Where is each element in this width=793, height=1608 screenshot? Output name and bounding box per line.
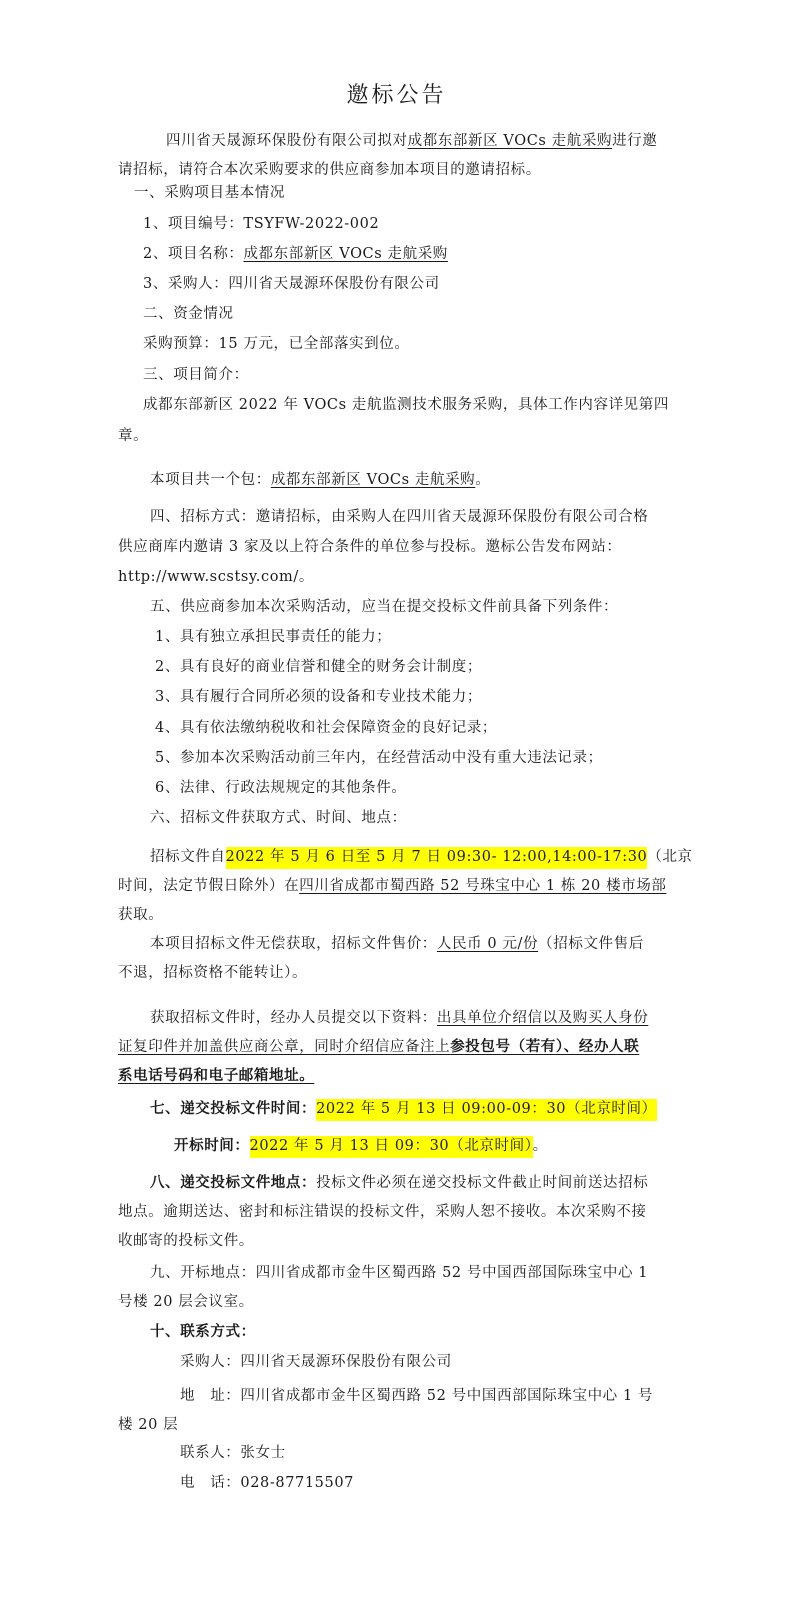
- package-label: 本项目共一个包：: [150, 472, 271, 488]
- contact-phone: 电 话：028-87715507: [180, 1475, 354, 1491]
- section-4-website: http://www.scstsy.com/。: [118, 569, 314, 585]
- doc-fee-suffix: （招标文件售后: [538, 936, 644, 952]
- doc-materials-bold: 参投包号（若有）、经办人联: [450, 1038, 640, 1055]
- project-desc-line-1: 成都东部新区 2022 年 VOCs 走航监测技术服务采购，具体工作内容详见第四: [143, 397, 669, 413]
- doc-place-address: 四川省成都市蜀西路 52 号珠宝中心 1 栋 20 楼市场部: [299, 878, 667, 894]
- section-8-text: 投标文件必须在递交投标文件截止时间前送达招标: [316, 1175, 649, 1191]
- section-8-line-3: 收邮寄的投标文件。: [118, 1233, 254, 1249]
- package-end: 。: [475, 472, 491, 488]
- condition-item-3: 3、具有履行合同所必须的设备和专业技术能力；: [155, 689, 482, 705]
- intro-line-1: [166, 131, 657, 151]
- section-4-line-1: 四、招标方式：邀请招标，由采购人在四川省天晟源环保股份有限公司合格: [150, 509, 649, 525]
- doc-fee-line-1: [150, 934, 644, 954]
- contact-purchaser: 采购人：四川省天晟源环保股份有限公司: [180, 1354, 452, 1370]
- section-6-heading: 六、招标文件获取方式、时间、地点：: [150, 810, 407, 826]
- bid-submit-time-label: 七、递交投标文件时间：: [150, 1100, 317, 1117]
- section-3-heading: 三、项目简介：: [143, 367, 249, 383]
- purchaser-line: 3、采购人：四川省天晟源环保股份有限公司: [143, 276, 440, 292]
- doc-materials-line-1: [150, 1008, 648, 1028]
- section-9-line-1: 九、开标地点：四川省成都市金牛区蜀西路 52 号中国西部国际珠宝中心 1: [150, 1265, 649, 1281]
- section-4-line-2: 供应商库内邀请 3 家及以上符合条件的单位参与投标。邀标公告发布网站：: [118, 539, 622, 555]
- doc-time-suffix: （北京: [647, 849, 693, 865]
- intro-line-2: 请招标，请符合本次采购要求的供应商参加本项目的邀请招标。: [118, 162, 541, 178]
- doc-fee-line-2: 不退，招标资格不能转让）。: [118, 965, 308, 981]
- project-desc-line-2: 章。: [118, 428, 149, 444]
- project-number: 1、项目编号：TSYFW-2022-002: [143, 216, 380, 232]
- section-8-line-2: 地点。逾期送达、密封和标注错误的投标文件，采购人恕不接收。本次采购不接: [118, 1204, 647, 1220]
- intro-project-name: 成都东部新区 VOCs 走航采购: [407, 133, 613, 149]
- contact-address-line-1: 地 址：四川省成都市金牛区蜀西路 52 号中国西部国际珠宝中心 1 号: [180, 1388, 654, 1404]
- doc-fee-prefix: 本项目招标文件无偿获取，招标文件售价：: [150, 936, 437, 952]
- intro-text-a: 四川省天晟源环保股份有限公司拟对: [166, 133, 408, 149]
- bid-submit-time-line: [150, 1099, 657, 1119]
- condition-item-2: 2、具有良好的商业信誉和健全的财务会计制度；: [155, 659, 482, 675]
- doc-time-highlight: 2022 年 5 月 6 日至 5 月 7 日 09:30- 12:00,14:00-17:30: [226, 847, 648, 869]
- condition-item-4: 4、具有依法缴纳税收和社会保障资金的良好记录；: [155, 720, 498, 736]
- contact-person: 联系人：张女士: [180, 1445, 286, 1461]
- package-name: 成都东部新区 VOCs 走航采购: [270, 472, 476, 488]
- project-name-label: 2、项目名称：: [143, 246, 244, 262]
- bid-open-time-value: 2022 年 5 月 13 日 09：30（北京时间）: [250, 1136, 533, 1158]
- budget-line: 采购预算：15 万元，已全部落实到位。: [143, 336, 410, 352]
- doc-materials-line-3: 系电话号码和电子邮箱地址。: [118, 1067, 315, 1084]
- bid-open-time-line: [174, 1136, 548, 1156]
- doc-time-line-1: [150, 847, 693, 867]
- doc-materials-u1: 出具单位介绍信以及购买人身份: [436, 1010, 649, 1026]
- bid-open-time-end: 。: [532, 1138, 548, 1154]
- intro-text-c: 进行邀: [612, 133, 658, 149]
- section-2-heading: 二、资金情况: [143, 306, 234, 322]
- doc-materials-prefix: 获取招标文件时，经办人员提交以下资料：: [150, 1010, 437, 1026]
- condition-item-5: 5、参加本次采购活动前三年内，在经营活动中没有重大违法记录；: [155, 750, 603, 766]
- section-10-heading: 十、联系方式：: [150, 1323, 256, 1340]
- package-line: [150, 470, 490, 490]
- section-1-heading: 一、采购项目基本情况: [134, 185, 285, 201]
- bid-submit-time-value: 2022 年 5 月 13 日 09:00-09：30（北京时间）: [316, 1099, 657, 1121]
- condition-item-1: 1、具有独立承担民事责任的能力；: [155, 629, 392, 645]
- doc-fee-price: 人民币 0 元/份: [436, 936, 539, 952]
- section-5-heading: 五、供应商参加本次采购活动，应当在提交投标文件前具备下列条件：: [150, 599, 619, 615]
- doc-place-prefix: 时间，法定节假日除外）在: [118, 878, 300, 894]
- doc-time-prefix: 招标文件自: [150, 849, 226, 865]
- section-8-line-1: [150, 1173, 648, 1193]
- project-name-value: 成都东部新区 VOCs 走航采购: [243, 246, 448, 262]
- doc-materials-u2: 证复印件并加盖供应商公章，同时介绍信应备注上: [118, 1039, 451, 1055]
- project-name-line: [143, 244, 448, 264]
- doc-materials-line-2: [118, 1037, 639, 1057]
- page-title: 邀标公告: [346, 83, 447, 108]
- contact-address-line-2: 楼 20 层: [118, 1417, 179, 1433]
- doc-time-line-2: [118, 876, 666, 896]
- doc-time-line-3: 获取。: [118, 907, 164, 923]
- section-9-line-2: 号楼 20 层会议室。: [118, 1294, 254, 1310]
- condition-item-6: 6、法律、行政法规规定的其他条件。: [155, 780, 407, 796]
- bid-open-time-label: 开标时间：: [174, 1137, 250, 1154]
- section-8-label: 八、递交投标文件地点：: [150, 1174, 317, 1191]
